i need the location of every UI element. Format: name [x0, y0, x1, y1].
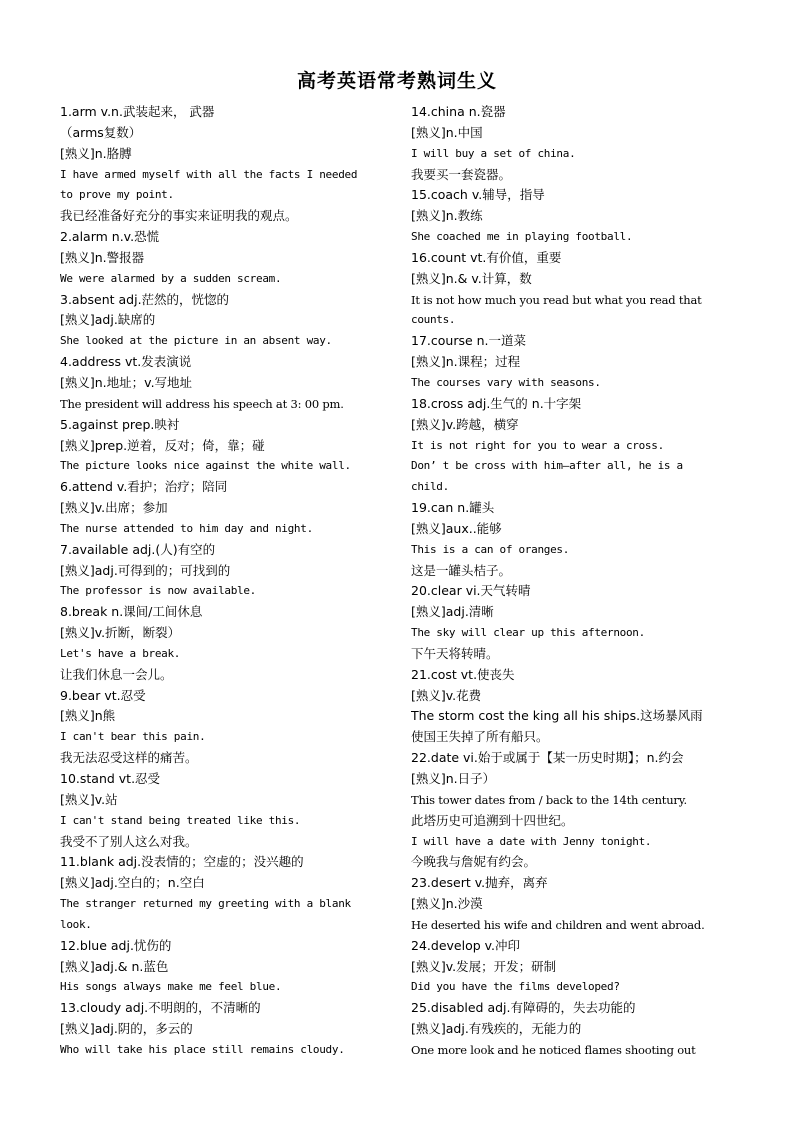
text-line: 12.blue adj.忧伤的: [60, 937, 172, 953]
text-line: Who will take his place still remains cloudy.: [60, 1042, 345, 1056]
text-line: 我无法忍受这样的痛苦。: [60, 750, 198, 766]
text-line: 17.course n.一道菜: [411, 333, 527, 349]
text-line: [熟义]n.警报器: [60, 249, 145, 265]
text-line: 10.stand vt.忍受: [60, 771, 161, 786]
text-line: We were alarmed by a sudden scream.: [60, 271, 282, 285]
text-line: One more look and he noticed flames shooting out: [411, 1042, 696, 1057]
text-line: [熟义]adj.阴的，多云的: [60, 1021, 193, 1037]
text-line: I will have a date with Jenny tonight.: [411, 834, 652, 848]
text-line: I have armed myself with all the facts I needed: [60, 167, 358, 181]
text-line: [熟义]n.中国: [411, 124, 483, 140]
text-line: His songs always make me feel blue.: [60, 980, 282, 994]
text-line: 我已经准备好充分的事实来证明我的观点。: [60, 208, 298, 224]
text-line: He deserted his wife and children and went abroad.: [411, 917, 705, 932]
text-line: She looked at the picture in an absent way.: [60, 334, 332, 348]
text-line: The president will address his speech at 3: 00 pm.: [60, 396, 344, 411]
text-line: [熟义]n.& v.计算，数: [411, 270, 532, 286]
text-line: 11.blank adj.没表情的；空虚的；没兴趣的: [60, 854, 304, 870]
text-line: [熟义]adj.空白的；n.空白: [60, 875, 205, 891]
text-line: [熟义]n.日子）: [411, 771, 496, 786]
text-line: 6.attend v.看护；治疗；陪同: [60, 479, 228, 495]
text-line: look.: [60, 917, 92, 931]
text-line: 20.clear vi.天气转晴: [411, 583, 531, 599]
text-line: The storm cost the king all his ships.这场暴风雨: [411, 708, 703, 724]
text-line: [熟义]adj.可得到的；可找到的: [60, 562, 231, 578]
text-line: [熟义]n熊: [60, 708, 116, 724]
text-line: [熟义]n.地址；v.写地址: [60, 374, 193, 390]
text-line: counts.: [411, 313, 456, 327]
text-line: The courses vary with seasons.: [411, 375, 601, 389]
text-line: 7.available adj.(人)有空的: [60, 541, 216, 557]
text-line: 2.alarm n.v.恐慌: [60, 229, 160, 245]
text-line: The professor is now available.: [60, 584, 256, 598]
text-line: Don’ t be cross with him—after all, he is a: [411, 459, 683, 473]
text-line: [熟义]v.出席；参加: [60, 500, 168, 516]
text-line: child.: [411, 480, 449, 494]
text-line: 8.break n.课间/工间休息: [60, 604, 203, 620]
page-title: 高考英语常考熟词生义: [296, 70, 497, 92]
text-line: 15.coach v.辅导，指导: [411, 187, 545, 203]
text-line: [熟义]n.课程；过程: [411, 354, 521, 370]
text-line: [熟义]v.站: [60, 791, 118, 807]
text-line: [熟义]adj.有残疾的，无能力的: [411, 1021, 582, 1037]
text-line: 13.cloudy adj.不明朗的，不清晰的: [60, 1000, 261, 1016]
text-line: 1.arm v.n.武装起来， 武器: [60, 104, 215, 119]
text-line: [熟义]adj.& n.蓝色: [60, 958, 169, 974]
text-line: [熟义]prep.逆着，反对；倚，靠；碰: [60, 437, 265, 453]
text-line: 19.can n.罐头: [411, 500, 495, 516]
text-line: The sky will clear up this afternoon.: [411, 626, 645, 640]
text-line: 3.absent adj.茫然的，恍惚的: [60, 291, 230, 307]
text-line: 此塔历史可追溯到十四世纪。: [411, 812, 574, 828]
right-column: [411, 102, 741, 1061]
text-line: [熟义]aux..能够: [411, 520, 502, 536]
text-line: 14.china n.瓷器: [411, 104, 506, 119]
text-line: 这是一罐头桔子。: [411, 562, 512, 578]
text-line: [熟义]n.教练: [411, 208, 483, 224]
text-line: This tower dates from / back to the 14th century.: [411, 792, 687, 807]
text-line: 4.address vt.发表演说: [60, 354, 192, 370]
text-line: The stranger returned my greeting with a blank: [60, 897, 351, 911]
text-line: 使国王失掉了所有船只。: [411, 729, 549, 745]
text-line: The picture looks nice against the white wall.: [60, 459, 351, 473]
text-line: [熟义]adj.清晰: [411, 604, 494, 620]
text-line: [熟义]n.沙漠: [411, 896, 483, 912]
text-line: to prove my point.: [60, 188, 174, 202]
text-line: 25.disabled adj.有障碍的，失去功能的: [411, 1000, 636, 1016]
text-line: 我受不了别人这么对我。: [60, 833, 198, 849]
text-line: Let's have a break.: [60, 646, 181, 660]
text-line: 5.against prep.映衬: [60, 416, 180, 432]
text-line: 今晚我与詹妮有约会。: [411, 854, 537, 870]
text-line: [熟义]v.跨越，横穿: [411, 416, 519, 432]
text-line: 22.date vi.始于或属于【某一历史时期】；n.约会: [411, 750, 684, 766]
text-line: This is a can of oranges.: [411, 542, 570, 556]
text-line: 21.cost vt.使丧失: [411, 666, 515, 682]
text-line: [熟义]adj.缺席的: [60, 312, 156, 328]
text-line: [熟义]v.花费: [411, 687, 482, 703]
text-line: I will buy a set of china.: [411, 146, 576, 160]
text-line: She coached me in playing football.: [411, 230, 633, 244]
text-line: 16.count vt.有价值，重要: [411, 249, 562, 265]
text-line: 9.bear vt.忍受: [60, 687, 146, 703]
text-line: 我要买一套瓷器。: [411, 166, 512, 182]
text-line: [熟义]v.发展；开发；研制: [411, 958, 557, 974]
text-line: Did you have the films developed?: [411, 980, 620, 994]
text-line: I can't bear this pain.: [60, 730, 206, 744]
left-column: [60, 102, 390, 1061]
text-line: 18.cross adj.生气的 n.十字架: [411, 395, 582, 411]
text-line: 24.develop v.冲印: [411, 937, 521, 953]
text-line: [熟义]n.胳膊: [60, 145, 132, 161]
text-line: [熟义]v.折断，断裂）: [60, 625, 181, 641]
text-line: The nurse attended to him day and night.: [60, 521, 313, 535]
text-line: 23.desert v.抛弃，离弃: [411, 875, 548, 891]
text-line: （arms复数）: [60, 124, 142, 140]
text-line: I can't stand being treated like this.: [60, 813, 301, 827]
text-line: It is not how much you read but what you read that: [411, 292, 702, 307]
text-line: 让我们休息一会儿。: [60, 666, 173, 682]
text-line: It is not right for you to wear a cross.: [411, 438, 664, 452]
text-line: 下午天将转晴。: [411, 645, 499, 661]
